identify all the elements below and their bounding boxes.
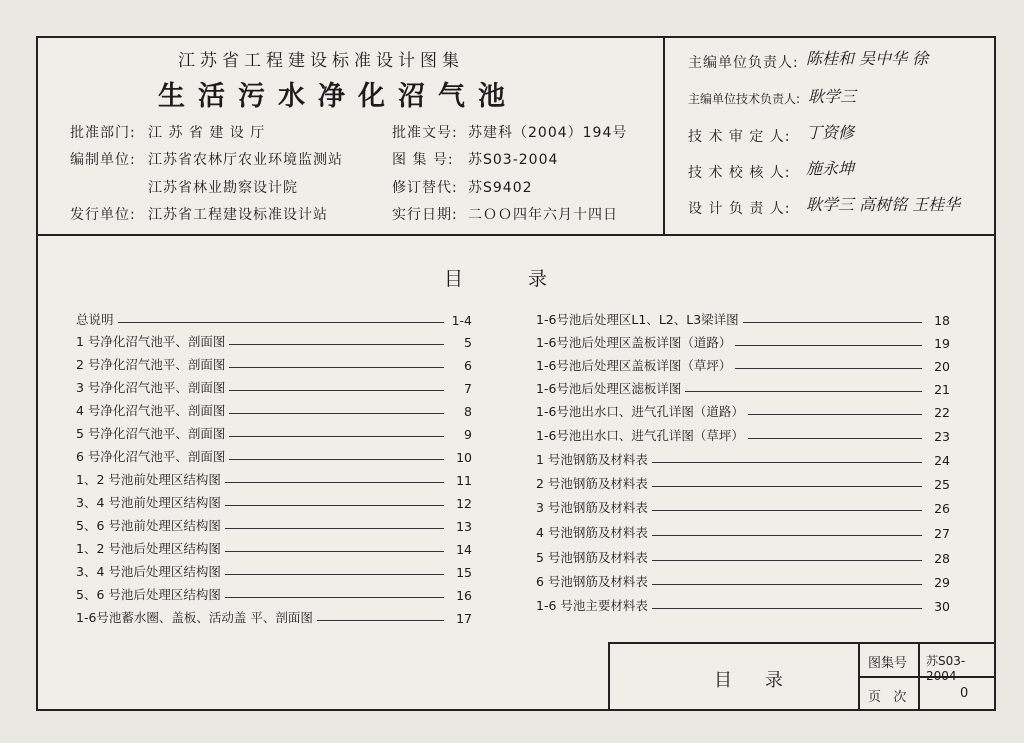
drawing-sheet [36,36,996,711]
signature-chief-unit: 陈桂和 吴中华 徐 [806,49,929,68]
signature-label-designer: 设 计 负 责 人: [688,201,791,217]
toc-item: 1 号池钢筋及材料表 24 [536,452,950,468]
compile-unit-label: 编制单位: [70,152,136,168]
signature-reviewer: 丁资修 [806,123,855,142]
toc-item: 6 号净化沼气池平、剖面图 10 [76,449,472,465]
signature-label-chief-unit: 主编单位负责人: [688,55,799,71]
title-block-top-border [608,642,994,644]
toc-item: 总说明 1-4 [76,312,472,328]
compile-unit-value-2: 江苏省林业勘察设计院 [148,180,298,196]
toc-item: 1 号净化沼气池平、剖面图 5 [76,334,472,350]
toc-item: 3、4 号池后处理区结构图 15 [76,564,472,580]
signature-label-chief-tech: 主编单位技术负责人: [688,92,801,106]
approval-dept-value: 江 苏 省 建 设 厅 [148,125,266,141]
toc-item: 3、4 号池前处理区结构图 12 [76,495,472,511]
atlas-no-label: 图 集 号: [392,152,454,168]
toc-item: 1-6号池出水口、进气孔详图（草坪） 23 [536,428,950,444]
atlas-no-value: 苏S03-2004 [468,152,559,168]
toc-item: 2 号净化沼气池平、剖面图 6 [76,357,472,373]
signature-checker: 施永坤 [806,159,855,178]
page-title: 生活污水净化沼气池 [158,81,518,112]
toc-item: 5 号净化沼气池平、剖面图 9 [76,426,472,442]
toc-item: 3 号池钢筋及材料表 26 [536,500,950,516]
title-block-page-value: 0 [960,686,969,701]
approval-no-label: 批准文号: [392,125,458,141]
toc-item: 2 号池钢筋及材料表 25 [536,476,950,492]
toc-title-left: 目 [444,268,466,290]
approval-dept-label: 批准部门: [70,125,136,141]
approval-no-value: 苏建科（2004）194号 [468,125,628,141]
signature-divider [663,38,665,234]
series-title: 江苏省工程建设标准设计图集 [178,51,464,71]
toc-item: 1、2 号池前处理区结构图 11 [76,472,472,488]
toc-title-right: 录 [528,268,550,290]
toc-item: 1-6号池蓄水圈、盖板、活动盖 平、剖面图 17 [76,610,472,626]
toc-item: 1-6号池后处理区滤板详图 21 [536,381,950,397]
title-block-left-border [608,642,610,709]
title-block-page-label: 页 次 [868,690,907,705]
toc-item: 5、6 号池前处理区结构图 13 [76,518,472,534]
toc-item: 4 号池钢筋及材料表 27 [536,525,950,541]
toc-item: 1-6号池后处理区盖板详图（道路） 19 [536,335,950,351]
toc-item: 5 号池钢筋及材料表 28 [536,550,950,566]
toc-item: 1-6号池后处理区L1、L2、L3梁详图 18 [536,312,950,328]
replaces-label: 修订替代: [392,180,458,196]
compile-unit-value-1: 江苏省农林厅农业环境监测站 [148,152,343,168]
publish-unit-value: 江苏省工程建设标准设计站 [148,207,328,223]
toc-item: 5、6 号池后处理区结构图 16 [76,587,472,603]
effective-date-label: 实行日期: [392,207,458,223]
replaces-value: 苏S9402 [468,180,533,196]
signature-label-checker: 技 术 校 核 人: [688,165,791,181]
title-block-atlas-label: 图集号 [868,656,908,671]
toc-item: 6 号池钢筋及材料表 29 [536,574,950,590]
title-block-name: 目 录 [714,670,785,691]
toc-item: 1、2 号池后处理区结构图 14 [76,541,472,557]
header-divider [38,234,994,236]
toc-item: 3 号净化沼气池平、剖面图 7 [76,380,472,396]
signature-designer: 耿学三 高树铭 王桂华 [806,195,961,214]
toc-item: 4 号净化沼气池平、剖面图 8 [76,403,472,419]
signature-chief-tech: 耿学三 [808,87,857,106]
toc-item: 1-6号池后处理区盖板详图（草坪） 20 [536,358,950,374]
effective-date-value: 二ＯＯ四年六月十四日 [468,207,618,223]
publish-unit-label: 发行单位: [70,207,136,223]
toc-item: 1-6 号池主要材料表 30 [536,598,950,614]
title-block-atlas-value: 苏S03-2004 [926,654,966,683]
toc-item: 1-6号池出水口、进气孔详图（道路） 22 [536,404,950,420]
signature-label-reviewer: 技 术 审 定 人: [688,129,791,145]
